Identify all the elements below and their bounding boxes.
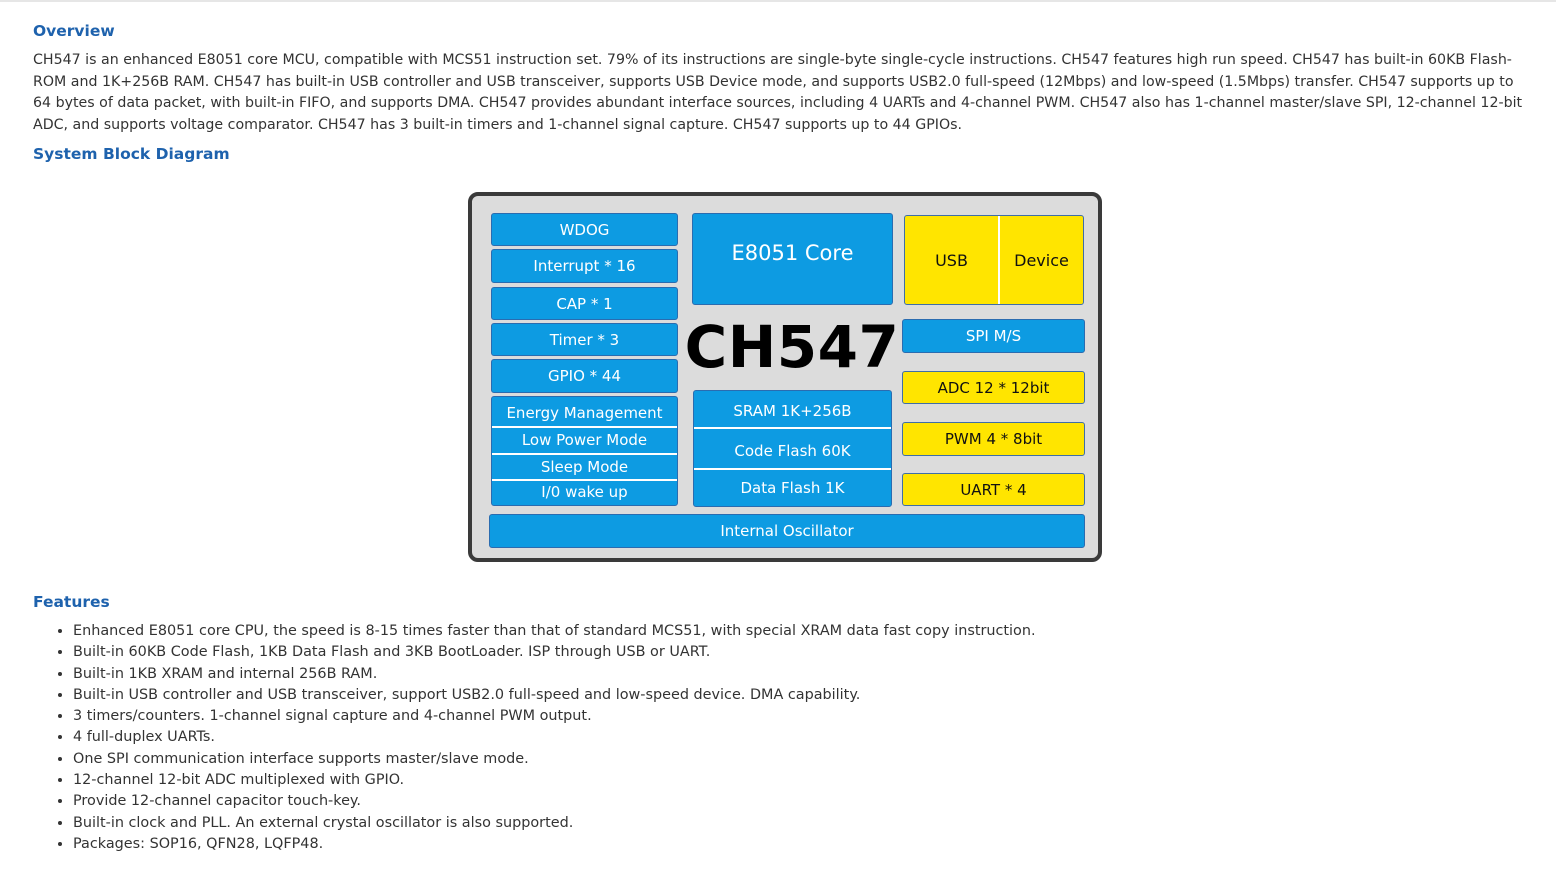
energy-management-label: Energy Management: [506, 404, 663, 422]
internal-oscillator-block: Internal Oscillator: [489, 514, 1085, 548]
block-diagram-heading: System Block Diagram: [33, 145, 230, 163]
io-wake-up-label: I/0 wake up: [541, 483, 628, 501]
timer-block: Timer * 3: [491, 323, 678, 356]
gpio-block: GPIO * 44: [491, 359, 678, 393]
interrupt-block: Interrupt * 16: [491, 249, 678, 283]
code-flash-label: Code Flash 60K: [734, 442, 851, 460]
top-divider: [0, 0, 1556, 2]
feature-item: • Built-in clock and PLL. An external crystal oscillator is also supported.: [73, 813, 1473, 834]
overview-heading: Overview: [33, 22, 115, 40]
memory-separator: [694, 427, 891, 429]
feature-item: • Built-in 1KB XRAM and internal 256B RAM.: [73, 664, 1473, 685]
system-block-diagram: [468, 192, 1102, 562]
chip-name: CH547: [684, 313, 900, 381]
power-management-block: [491, 396, 678, 506]
low-power-mode-label: Low Power Mode: [521, 431, 648, 449]
cap-block: CAP * 1: [491, 287, 678, 320]
data-flash-label: Data Flash 1K: [740, 479, 845, 497]
features-list: [33, 621, 1473, 855]
feature-item: • 4 full-duplex UARTs.: [73, 727, 1473, 748]
features-heading: Features: [33, 593, 110, 611]
usb-device-block: [904, 215, 1084, 305]
feature-item: • Built-in 60KB Code Flash, 1KB Data Flash and 3KB BootLoader. ISP through USB or UART.: [73, 642, 1473, 663]
wdog-block: WDOG: [491, 213, 678, 246]
feature-item: • Enhanced E8051 core CPU, the speed is 8-15 times faster than that of standard MCS51, with special XRAM data fast copy instruction.: [73, 621, 1473, 642]
feature-item: • Packages: SOP16, QFN28, LQFP48.: [73, 834, 1473, 855]
feature-item: • Built-in USB controller and USB transceiver, support USB2.0 full-speed and low-speed device. DMA capability.: [73, 685, 1473, 706]
pwm-block: PWM 4 * 8bit: [902, 422, 1085, 456]
feature-item: • Provide 12-channel capacitor touch-key.: [73, 791, 1473, 812]
feature-item: • One SPI communication interface supports master/slave mode.: [73, 749, 1473, 770]
feature-item: • 12-channel 12-bit ADC multiplexed with GPIO.: [73, 770, 1473, 791]
sleep-mode-label: Sleep Mode: [540, 458, 629, 476]
adc-block: ADC 12 * 12bit: [902, 371, 1085, 404]
spi-block: SPI M/S: [902, 319, 1085, 353]
device-label: Device: [1014, 250, 1069, 270]
memory-block: [693, 390, 892, 507]
sram-label: SRAM 1K+256B: [733, 402, 852, 420]
uart-block: UART * 4: [902, 473, 1085, 506]
feature-item: • 3 timers/counters. 1-channel signal capture and 4-channel PWM output.: [73, 706, 1473, 727]
overview-paragraph: CH547 is an enhanced E8051 core MCU, compatible with MCS51 instruction set. 79% of its instructions are single-byte single-cycle instructions. CH547 features high run speed. CH547 has built-in 60KB Flash-ROM and 1K+256B RAM. CH547 has built-in USB controller and USB transceiver, supports USB Device mode, and supports USB2.0 full-speed (12Mbps) and low-speed (1.5Mbps) transfer. CH547 supports up to 64 bytes of data packet, with built-in FIFO, and supports DMA. CH547 provides abundant interface sources, including 4 UARTs and 4-channel PWM. CH547 also has 1-channel master/slave SPI, 12-channel 12-bit ADC, and supports voltage comparator. CH547 has 3 built-in timers and 1-channel signal capture. CH547 supports up to 44 GPIOs.: [33, 52, 1523, 133]
e8051-core-block: E8051 Core: [692, 213, 893, 305]
usb-label: USB: [935, 250, 968, 270]
memory-separator: [694, 468, 891, 470]
